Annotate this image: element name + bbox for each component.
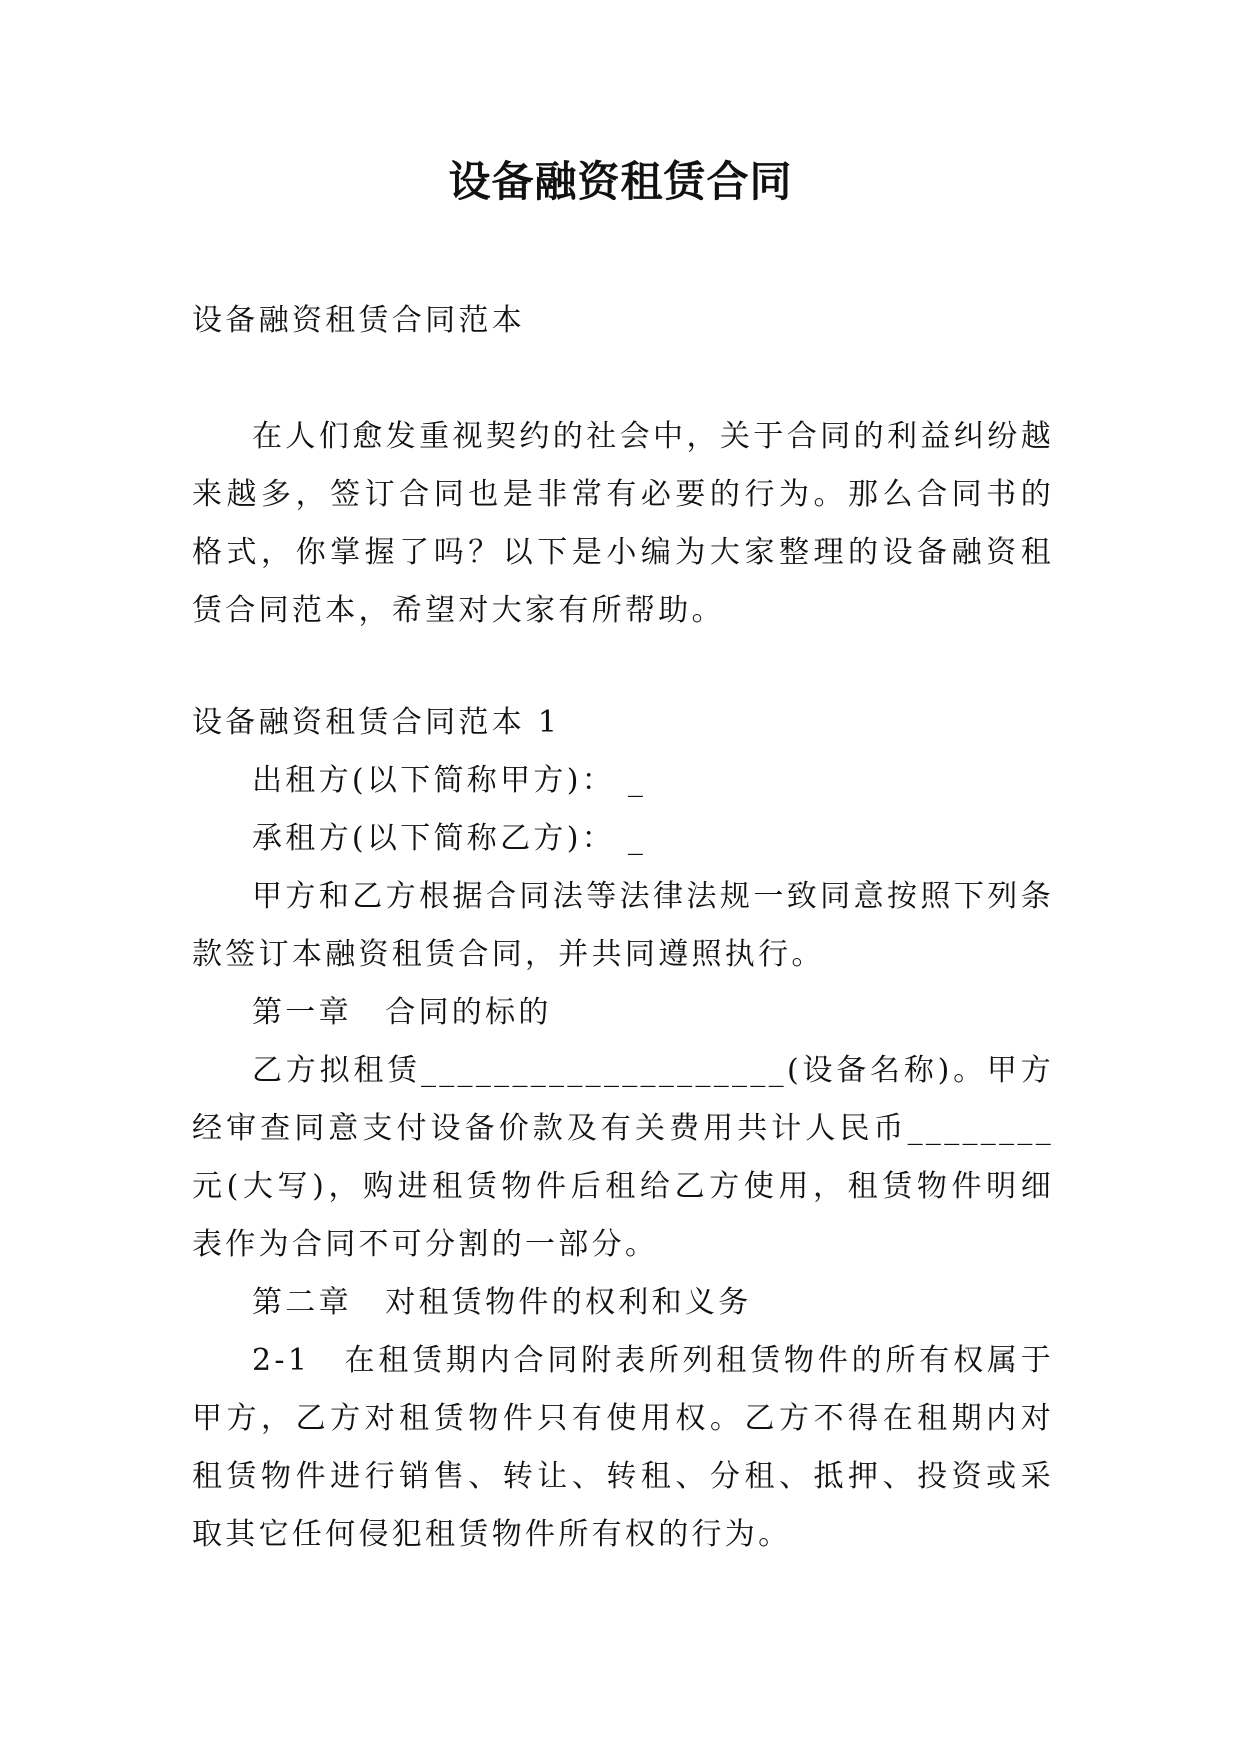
clause-2-1-paragraph: 2-1 在租赁期内合同附表所列租赁物件的所有权属于甲方，乙方对租赁物件只有使用权。乙方不得在租期内对租赁物件进行销售、转让、转租、分租、抵押、投资或采取其它任何侵犯租赁物件所有权的行为。 [192, 1343, 1054, 1552]
chapter-2-heading: 第二章 对租赁物件的权利和义务 [252, 1285, 752, 1320]
intro-paragraph: 在人们愈发重视契约的社会中，关于合同的利益纠纷越来越多，签订合同也是非常有必要的行为。那么合同书的格式，你掌握了吗？以下是小编为大家整理的设备融资租赁合同范本，希望对大家有所帮助。 [192, 419, 1054, 628]
chapter-1-heading: 第一章 合同的标的 [252, 995, 552, 1030]
lessor-line: 出租方(以下简称甲方)： _ [252, 763, 647, 798]
chapter-1-paragraph: 乙方拟租赁____________________(设备名称)。甲方经审查同意支付设备价款及有关费用共计人民币________元(大写)，购进租赁物件后租给乙方使用，租赁物件明细表作为合同不可分割的一部分。 [192, 1053, 1054, 1262]
subtitle: 设备融资租赁合同范本 [192, 303, 525, 338]
sample-heading: 设备融资租赁合同范本 1 [192, 705, 561, 740]
lessee-line: 承租方(以下简称乙方)： _ [252, 821, 647, 856]
document-body [192, 292, 1054, 1564]
document-title: 设备融资租赁合同 [448, 157, 793, 206]
agreement-paragraph: 甲方和乙方根据合同法等法律法规一致同意按照下列条款签订本融资租赁合同，并共同遵照执行。 [192, 879, 1054, 972]
